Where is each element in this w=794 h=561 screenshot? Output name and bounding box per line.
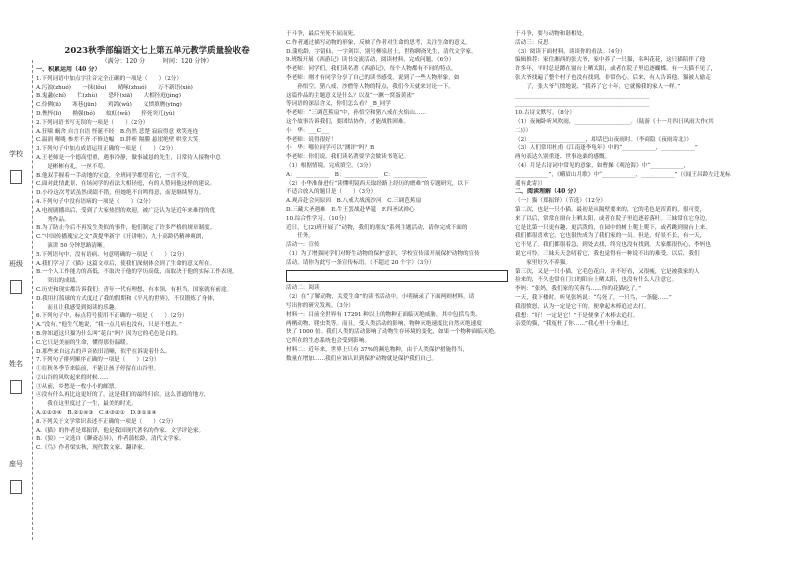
text-line: D.三藏大圣遇难 E.牛王罢战赴华筵 F.四圣试禅心 (286, 206, 415, 213)
text-line: 遥有此寄》） (515, 180, 546, 187)
text-line: 第三次，又是一只小猫，它毛色花白，并不好看，又很瘦，它是被我家的人 (515, 268, 700, 275)
text-line: A.①②③④ B.②①④③ C.④③②① D.③①②④ (36, 410, 157, 417)
text-line: 9.班级开展《西游记》读书交流活动，阅读材料，完成问题。（6分） (286, 57, 455, 64)
text-line: A：____________ B：____________ C：____________ (286, 171, 428, 178)
text-line: 活动二：阅读 (286, 285, 320, 292)
text-line: 7.下列句子排列顺序正确的一项是（ ）（2分） (36, 357, 160, 364)
binding-box[interactable] (10, 170, 22, 184)
text-line: 编辑推荐：家住湘西的张大爷，家中养了一只猫，名叫花花，这只猫陪伴了他 (515, 57, 706, 64)
text-line: 活动三：反思 (515, 39, 549, 46)
text-line: B.你知道这只猫为什么叫“花白”吗？因为它的毛色是白的。 (36, 330, 182, 337)
text-line: D.小玲这次考试虽然成绩不错，但她绝不自鸣得意，而是继续努力。 (36, 190, 205, 197)
text-line: ________________________________________________ (515, 92, 650, 99)
text-line: 孙悟空，猪八戒，沙僧等人物的特点，我们今天就来讨论一下。 (297, 83, 454, 90)
text-line: 3.下列句子中加点成语运用正确的一项是（ ）（2分） (36, 146, 177, 153)
binding-box[interactable] (10, 280, 22, 294)
binding-label-seat: 座号 (9, 460, 23, 468)
text-line: 李老师：刚才有同学分享了自己的读书感受，说到了一些人物形象，如 (286, 74, 460, 81)
text-line: 捡来的，不久也常在门口的阳台上晒太阳，也没有什么人注意它。 (515, 277, 678, 284)
text-line: A.“没有。”他生气地说，“我一点儿病也没有，只是不想去。” (36, 322, 182, 329)
text-line: 我想：“好！一定是它！”于是便拿了木棒去追打。 (515, 312, 639, 319)
text-line: A.狂啸 蜗舍 自言自语 怪诞不经 B.伤然 悲楚 寂寂得意 欢笑连连 (36, 128, 199, 135)
text-line: 秀作品。 (47, 216, 70, 223)
text-line: D.那些来自远古的声音依旧清晰，似乎在诉说着什么。 (36, 348, 171, 355)
text-line: （1）为了增强同学们对野生动物的保护意识，学校宣传部开展保护动物的宣传 (286, 250, 480, 257)
column-left (36, 30, 278, 453)
text-line: 小 华：哪位同学可以“测评”吗？B (286, 145, 375, 152)
text-line: 它所在的生态系统也会受到影响。 (286, 338, 370, 345)
text-line: 而且让我感受到阅读的乐趣。 (47, 304, 120, 311)
binding-box[interactable] (10, 480, 22, 494)
text-line: 1.下列词语中加点字注音完全正确的一项是（ ）（2分） (36, 75, 182, 82)
text-line: 这个故事告诉我们，要团结协作，才能战胜困难。 (286, 118, 410, 125)
column-middle-body (286, 30, 508, 363)
binding-label-school: 学校 (9, 150, 23, 158)
text-line: 李老师：你们说，我们读名著要学会做读书笔记。 (286, 154, 410, 161)
text-line: （3）人们常用杜甫《江南逢李龟年》中的“____________，____________” (515, 145, 698, 152)
text-line: B.他双手握着一手动地的宝盒，全班同学都望着它，一言不发。 (36, 172, 193, 179)
binding-label-class: 班级 (9, 260, 23, 268)
text-line: B.为了防止今后不再发生类似的事件，他们制定了许多严格的规章制度。 (36, 225, 216, 232)
text-line: 不适合放入的题目是（ ）（3分） (286, 189, 377, 196)
binding-box[interactable] (10, 380, 22, 394)
text-line: A.王老师是一个德高望重，遇事冷静，做事诚恳的先生，日常待人接物中总 (36, 154, 221, 161)
text-line: D.我用打篮球的方式度过了我的假期和《平凡的世界》，不仅锻炼了身体， (36, 295, 219, 302)
text-line: 突出的成绩。 (47, 278, 81, 285)
column-left-body (36, 66, 278, 453)
text-line: B.鬼蠡(chí) 伫(zhù) 恐吓(xiā) 大相径庭(jìng) (36, 93, 181, 100)
text-line: 于斗争，最后至死不屈而死。 (286, 31, 359, 37)
text-line: 写出你的研究发现。（3分） (286, 302, 354, 309)
text-line: C.作者通过描写动物的形象，反映了作者对生命的思考，关注生命的意义。 (286, 39, 471, 46)
text-line: 5.下列语句中，没有语病、句意明确的一项是（ ）（2分） (36, 251, 188, 258)
text-line: 4.下列句子中没有语病的一项是（ ）（2分） (36, 198, 154, 205)
text-line: C.“中国传播瑰宝之文”黄提华新宇《开讲啦》，九十高龄仍精神爽朗， (36, 234, 207, 241)
text-line: ②山谷的风吹起来的时候…… (36, 374, 109, 381)
text-line: 了，张大爷气愤地说，“我养了它十年，它就像我的家人一样。” (526, 83, 681, 90)
text-line: ________________________________________________ (515, 101, 650, 108)
text-line: 演讲 50 分钟思路清晰。 (47, 242, 109, 249)
text-line: 第二次，也是一只小猫。最初是从隔壁要来的，它的毛色是浑黄的，很可爱， (515, 206, 706, 213)
section-heading: 一、积累运用（40 分） (36, 66, 101, 73)
text-line: C.面对此情此景，在场同学的看法大相径庭，有的人赞同他这样的建议。 (36, 181, 216, 188)
text-line: 于斗争，要与动物和谐相处。 (515, 31, 588, 37)
text-line: D.憔悴(lì) 拗强(bó) 蚊虹(wǔ) 猝死突兀(yù) (36, 110, 175, 117)
text-line: 张大爷找遍了整个村子也没有找到，非常伤心。后来，有人告诉他，猫被人偷走 (515, 74, 711, 81)
text-line: 来了以后，常常在窗台上晒太阳，或者在院子里追逐着落叶。三妹常在它身边， (515, 215, 711, 222)
text-line: ④没有什么再比这更好的了，这是我们的最终归宿，这么普通的地方， (36, 392, 210, 399)
text-line: C.伶俐(lì) 寒巷(jūn) 鸡鸽(wǔ) 义愤填膺(yīng) (36, 102, 182, 109)
text-line: 近日，七(2)班开展了“动物，我们的朋友”系列主题活动，请你完成下面的 (286, 224, 468, 231)
text-line: 李老师：说得很好！ (286, 136, 337, 143)
text-line: （2）小华准备进行“读懂明镜西天取经路上经历的磨难”的专题研究，以下 (286, 180, 469, 187)
column-right (515, 30, 777, 329)
text-line: 它是比第一只更有趣、更活泼的，在园中的树上爬上爬下，或者跳到窗台上来。 (515, 224, 711, 231)
text-line: 快了 1000 倍。我们人类的活动影响了动物生存环境的变化，如果一个物种面临灭绝， (286, 329, 500, 336)
text-line: 两栖动物、爬虫类等。而且，受人类活动的影响，物种灭绝速度比自然灭绝速度 (286, 320, 482, 327)
text-line: 我很愤怒，认为一定是它干的。便拿起木棒追过去打。 (515, 303, 650, 310)
text-line: 二)》） (515, 127, 532, 134)
column-right-body (515, 30, 777, 329)
answer-box[interactable] (286, 270, 508, 283)
text-line: 材料一：目前全世界有 17291 种以上的物种正面临灭绝威胁，其中包括鸟类、 (286, 311, 481, 318)
text-line: C.它只是美丽的生命，懂得那份温暖。 (36, 339, 132, 346)
text-line: 活动一：宣传 (286, 242, 320, 249)
text-line: ____________”，《峨眉山月歌》中“____________，____________”（《闻王昌龄左迁龙标 (515, 171, 731, 178)
text-line: A.电视剧播出后，受到了大家热烈的欢迎，被广泛认为是近年来难得的优 (36, 207, 216, 214)
text-line: 10.古诗文默写。（8分） (515, 110, 575, 117)
text-line: B.一个人工作能力的高低，不取决于他的学历高低，而取决于他的实际工作表现。 (36, 269, 238, 276)
text-line: 小 华：___C___ (286, 127, 330, 134)
text-line: 家里好久不养猫。 (526, 259, 571, 266)
text-line: ③从前，乡愁是一枚小小的邮票。 (36, 383, 120, 390)
text-line: 李老师：“三调芭蕉扇”中，孙悟空和猪八戒在火焰山…… (286, 110, 426, 117)
text-line: （3）阅读下面材料，谈谈你的看法。（4分） (515, 48, 626, 55)
text-line: C.温润 喉咙 参差不齐 不修边幅 D.胖析 隔膜 悬崖绝壁 哄堂大笑 (36, 137, 199, 144)
exam-info: （满分：120 分 时间：120 分钟） (101, 58, 213, 65)
text-line: ①在秋冬季节来临前，不能让孩子停留在山谷里。 (36, 366, 160, 373)
text-line: 8.下列关于文学常识表述不正确的一项是（ ）（2分） (36, 418, 177, 425)
text-line: C.历史和现实都告诉我们：青年一代有理想，有本领，有担当，国家就有前途。 (36, 286, 233, 293)
text-line: B.《狼》一文选自《聊斋志异》，作者蒲松龄，清代文学家。 (36, 436, 185, 443)
text-line: 数量在增加……我们应该认识到保护动物就是保护我们自己。 (286, 355, 438, 362)
text-line: 10.综合性学习。（10分） (286, 215, 350, 222)
text-line: 李妈：“张妈，我们家的芙蓉鸟……你的花猫吃了。” (515, 286, 641, 293)
text-line: A.我们学习了《猫》这篇文章后，使我们深刻体会到了生命的意义所在。 (36, 260, 216, 267)
text-line: 是彬彬有礼，一丝不苟。 (47, 163, 109, 170)
text-line: （4）月是古诗词中常见的意象，如曹操《观沧海》中“____________， (515, 162, 690, 169)
text-line: 我们都很喜欢它，它也很快成为了我们家的一员。但是，好景不长，有一天， (515, 233, 706, 240)
text-line: （1）夜阑卧听风吹雨，____________________。（陆游《十一月四日风雨大作(其 (515, 118, 714, 125)
text-line: 等词语的深层含义，你们怎么看？_B_同学 (286, 101, 391, 108)
section-heading: 二、阅读理解（40 分） (515, 188, 580, 196)
column-middle (286, 30, 508, 363)
text-line: 一天，我下楼时，听见张妈说：“鸟死了，一只鸟，一条腿……” (515, 294, 672, 301)
text-line: （一）猫（郑振铎）（节选）（12分） (515, 198, 607, 205)
text-line: D.蒲松龄，字留仙，一字剑臣，别号柳泉居士，世称聊斋先生，清代文学家。 (286, 48, 477, 55)
text-line: A.《猫》的作者是郑振铎，他是我国现代著名的作家、文学评论家。 (36, 427, 205, 434)
text-line: （2）在“了解动物，关爱生命”的读书活动中，小明摘录了下面两则材料，请 (286, 294, 475, 301)
page-title: 2023秋季部编语文七上第五单元教学质量验收卷 (64, 46, 250, 56)
text-line: 我在这里度过了一生，最美的时光。 (47, 401, 137, 408)
text-line: C.《鸟》作者梁实秋，现代散文家、翻译家。 (36, 445, 149, 452)
text-line: （1）根据情境，完成填空。（3分） (286, 162, 375, 169)
text-line: A.污浊(zhuó) 一抹(lǒu) 晴啄(zhuó) 万不新语(xiè) (36, 84, 193, 91)
text-line: 亲爱的猫，“我冤枉了你……”我心里十分难过。 (515, 321, 633, 328)
text-line: 说它可怜。三妹天天念叨着它，我也觉得有一种说不出的难受。以后，我们 (515, 250, 700, 257)
binding-label-name: 姓名 (9, 360, 23, 368)
text-line: 材料二：近年来，世界上只有 37%的濒危物种，由于人类保护措施得当， (286, 346, 469, 353)
text-line: 6.下列句子中，标点符号使用不正确的一项是（ ）（2分） (36, 313, 188, 320)
text-line: A.观音赴会问原因 B.八戒大战流沙河 C.三调芭蕉扇 (286, 198, 422, 205)
text-line: 许多年，平时总是蹲在窗台上晒太阳，或者在院子里追逐蝴蝶。有一天猫不见了， (515, 66, 717, 73)
text-line: 李老师：同学们，我们读名著《西游记》，每个人物都有不同的特点。 (286, 66, 457, 73)
text-line: 它不见了。我们都很着急，到处去找，终究也没有找到。大家都很伤心，李妈也 (515, 242, 711, 249)
binding-margin (6, 60, 33, 540)
text-line: 任务。 (297, 233, 314, 240)
text-line: （2）____________________，却话巴山夜雨时。（李商隐《夜雨寄北》） (515, 136, 692, 143)
text-line: 2.下列词语书写无误的一项是（ ）（2分） (36, 119, 149, 126)
text-line: 活动，请你为此写一条宣传标语。（不超过 20 个字）（3分） (286, 259, 435, 266)
text-line: 两句表达久别重逢、世事沧桑的感慨。 (515, 154, 611, 161)
text-line: 这篇作品的主题意义是什么？以及“一蹶一窝蛋黄雀” (286, 92, 415, 99)
